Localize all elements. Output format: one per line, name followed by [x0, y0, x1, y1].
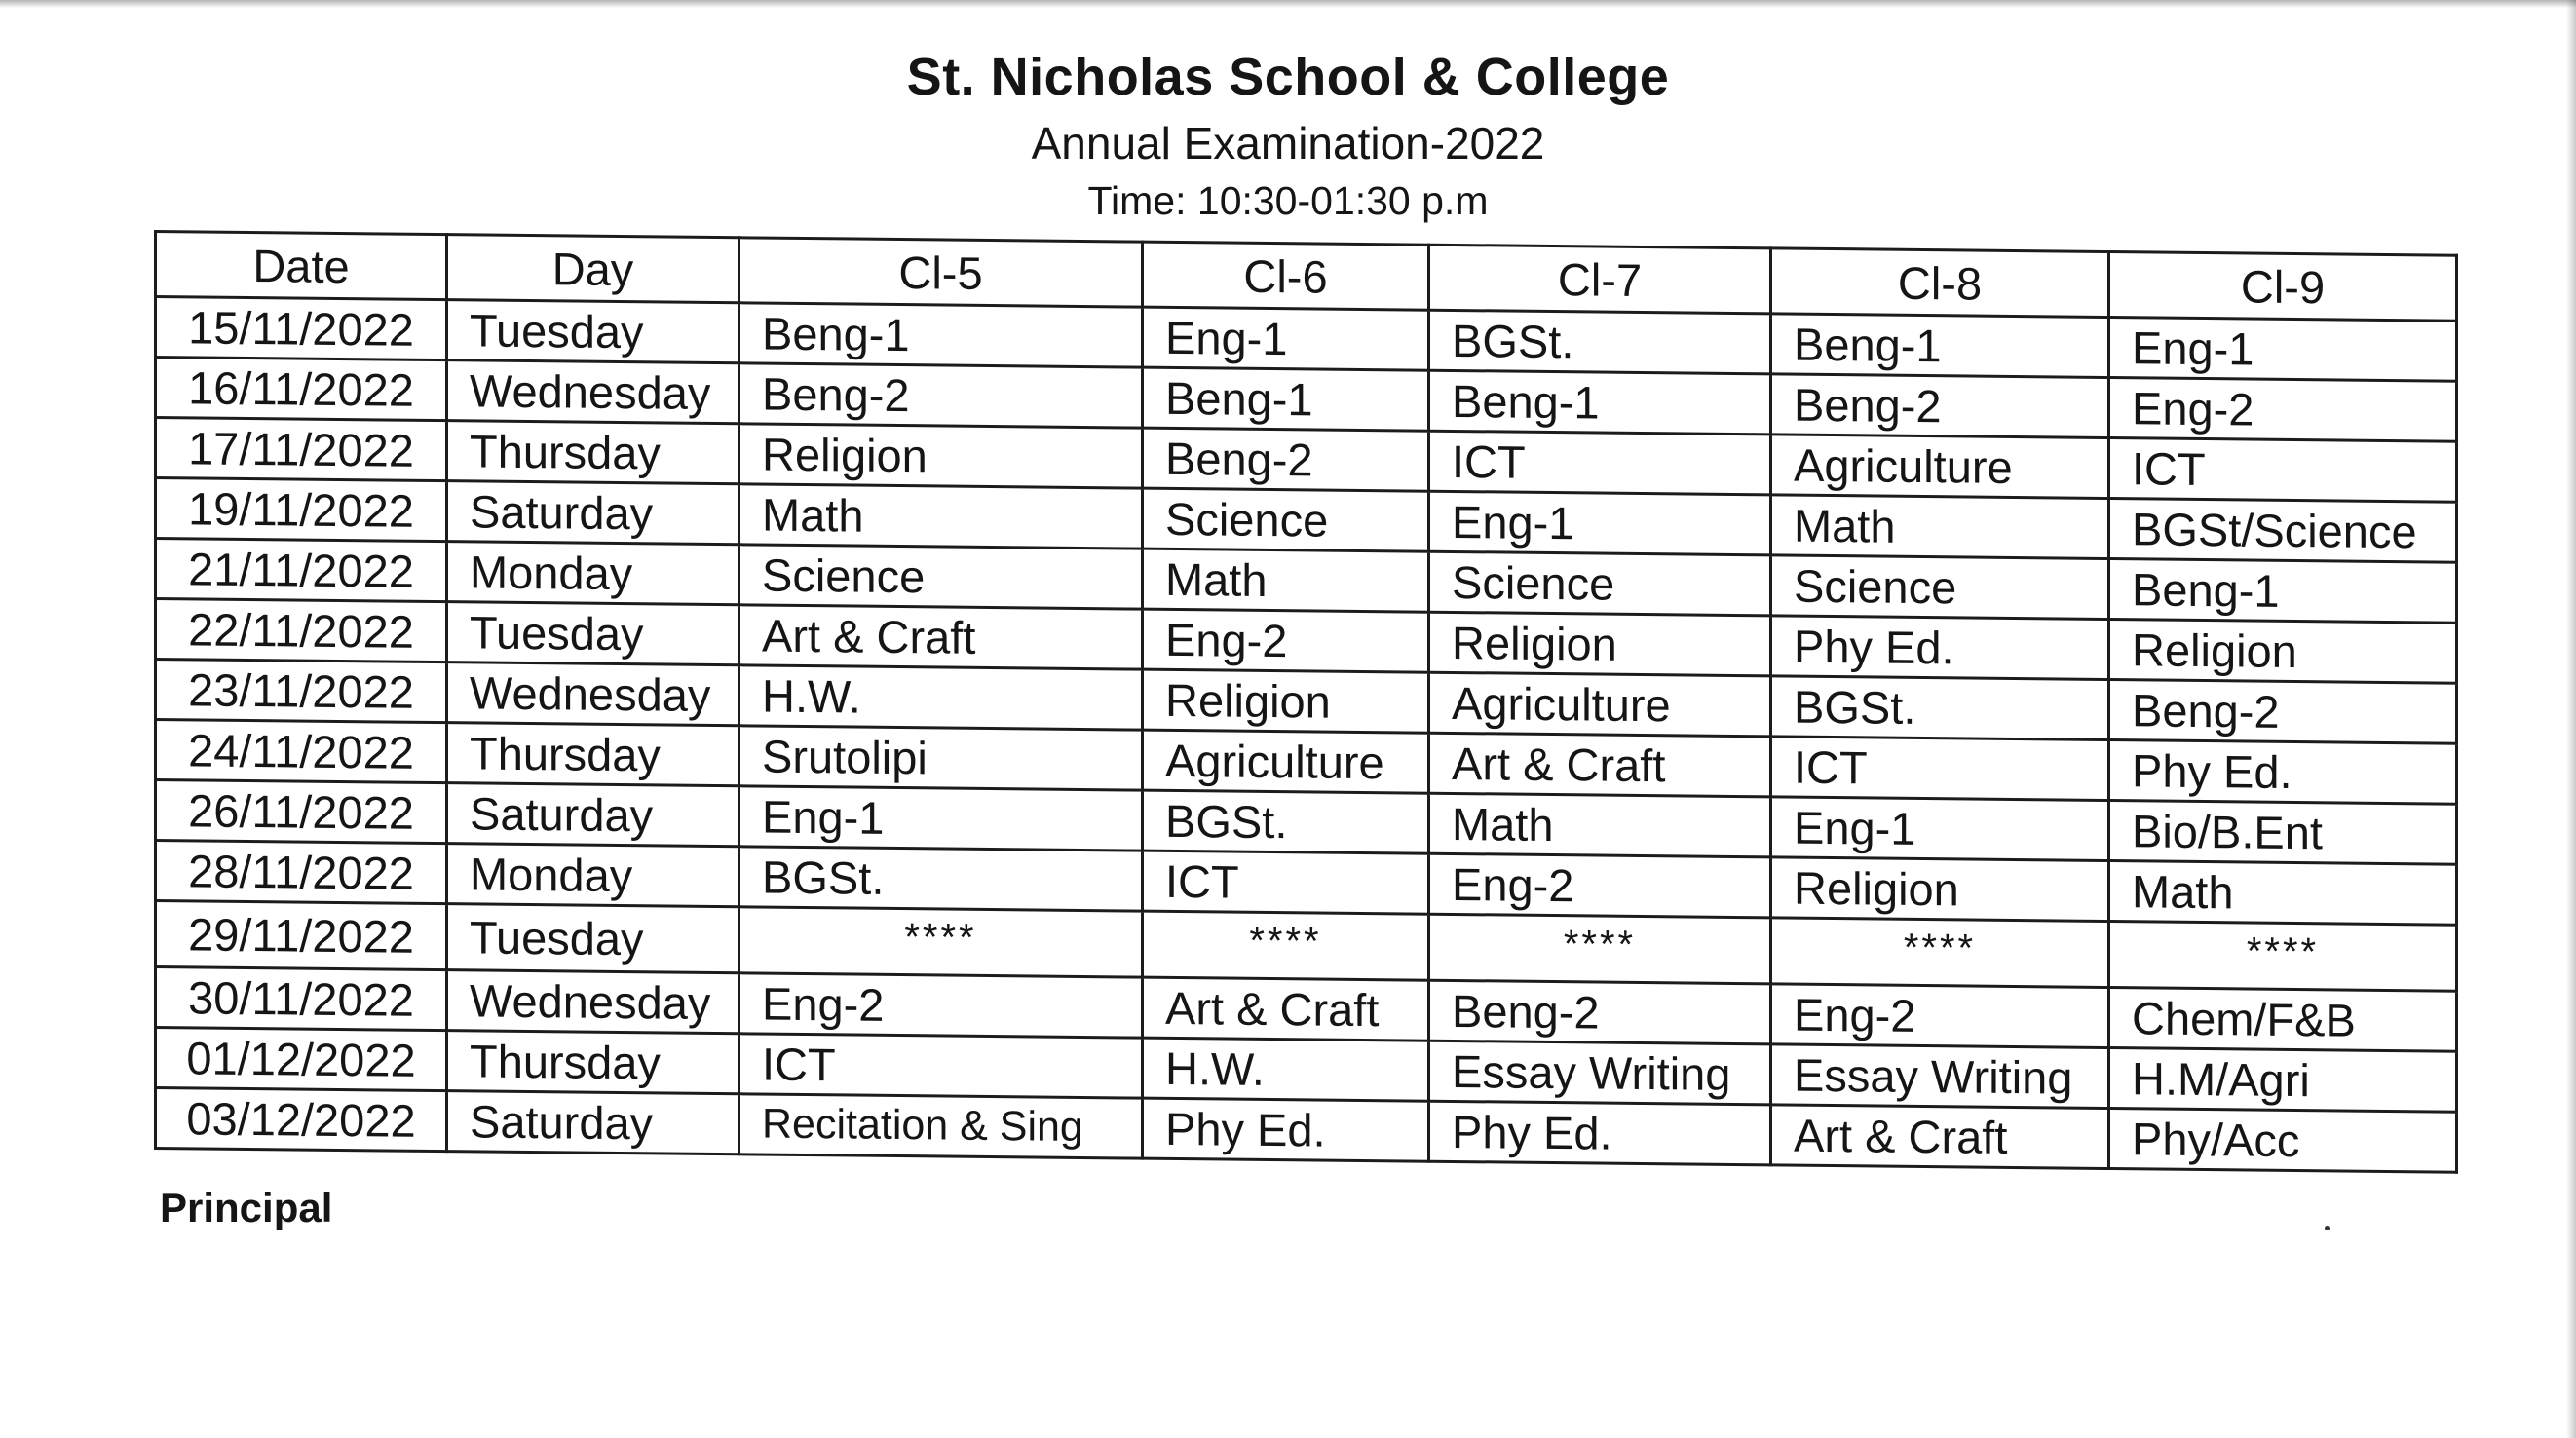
date-cell: 17/11/2022 [156, 418, 447, 481]
subject-cell-cl-9: BGSt/Science [2109, 499, 2457, 563]
date-cell: 22/11/2022 [156, 599, 447, 662]
subject-cell-cl-6: Eng-1 [1143, 307, 1429, 370]
subject-cell-cl-5: Eng-1 [739, 786, 1143, 851]
date-cell: 16/11/2022 [156, 358, 447, 421]
day-cell: Saturday [447, 783, 739, 847]
subject-cell-cl-5: Beng-1 [739, 303, 1143, 367]
date-cell: 19/11/2022 [156, 478, 447, 542]
subject-cell-cl-7: Phy Ed. [1429, 1101, 1771, 1165]
subject-cell-cl-9: Beng-1 [2109, 559, 2457, 624]
subject-cell-cl-7: Agriculture [1429, 672, 1771, 737]
no-exam-cell-cl-6: **** [1143, 911, 1429, 980]
subject-cell-cl-7: Beng-2 [1429, 980, 1771, 1044]
subject-cell-cl-7: Beng-1 [1429, 370, 1771, 435]
date-cell: 24/11/2022 [156, 720, 447, 783]
day-cell: Wednesday [447, 970, 739, 1034]
subject-cell-cl-6: Beng-2 [1143, 428, 1429, 491]
subject-cell-cl-6: Art & Craft [1143, 977, 1429, 1041]
column-header-cl-8: Cl-8 [1771, 248, 2109, 318]
date-cell: 03/12/2022 [156, 1088, 447, 1152]
subject-cell-cl-6: Agriculture [1143, 730, 1429, 793]
principal-signature-label: Principal [160, 1185, 333, 1230]
subject-cell-cl-8: BGSt. [1771, 676, 2109, 740]
subject-cell-cl-8: Math [1771, 495, 2109, 559]
subject-cell-cl-9: Eng-1 [2109, 318, 2457, 382]
subject-cell-cl-5: Science [739, 545, 1143, 609]
subject-cell-cl-7: BGSt. [1429, 310, 1771, 374]
column-header-cl-7: Cl-7 [1429, 245, 1771, 314]
no-exam-cell-cl-8: **** [1771, 918, 2109, 988]
day-cell: Thursday [447, 723, 739, 786]
subject-cell-cl-8: Phy Ed. [1771, 616, 2109, 680]
exam-title: Annual Examination-2022 [1031, 118, 1545, 169]
date-cell: 29/11/2022 [156, 901, 447, 970]
column-header-date: Date [156, 232, 447, 300]
date-cell: 23/11/2022 [156, 660, 447, 723]
subject-cell-cl-7: Eng-1 [1429, 491, 1771, 555]
subject-cell-cl-9: Religion [2109, 620, 2457, 684]
date-cell: 28/11/2022 [156, 841, 447, 904]
subject-cell-cl-5: Eng-2 [739, 973, 1143, 1038]
subject-cell-cl-8: Beng-1 [1771, 314, 2109, 378]
subject-cell-cl-7: ICT [1429, 431, 1771, 495]
subject-cell-cl-5: Math [739, 484, 1143, 549]
date-cell: 21/11/2022 [156, 539, 447, 602]
subject-cell-cl-6: ICT [1143, 851, 1429, 914]
day-cell: Saturday [447, 481, 739, 545]
day-cell: Monday [447, 844, 739, 907]
subject-cell-cl-8: Eng-1 [1771, 797, 2109, 861]
date-cell: 01/12/2022 [156, 1028, 447, 1091]
day-cell: Saturday [447, 1091, 739, 1154]
subject-cell-cl-9: Phy/Acc [2109, 1109, 2457, 1173]
subject-cell-cl-5: BGSt. [739, 847, 1143, 911]
subject-cell-cl-6: Eng-2 [1143, 609, 1429, 672]
subject-cell-cl-5: Art & Craft [739, 605, 1143, 669]
date-cell: 26/11/2022 [156, 780, 447, 844]
date-cell: 15/11/2022 [156, 297, 447, 360]
subject-cell-cl-7: Religion [1429, 612, 1771, 676]
subject-cell-cl-8: Religion [1771, 857, 2109, 922]
subject-cell-cl-7: Science [1429, 551, 1771, 616]
subject-cell-cl-9: Beng-2 [2109, 680, 2457, 744]
subject-cell-cl-5: H.W. [739, 665, 1143, 730]
subject-cell-cl-5: Srutolipi [739, 726, 1143, 790]
subject-cell-cl-8: Art & Craft [1771, 1105, 2109, 1169]
subject-cell-cl-8: Eng-2 [1771, 984, 2109, 1048]
exam-time: Time: 10:30-01:30 p.m [1087, 178, 1489, 223]
subject-cell-cl-9: Bio/B.Ent [2109, 801, 2457, 865]
no-exam-cell-cl-9: **** [2109, 922, 2457, 992]
scan-speck [2325, 1226, 2330, 1230]
day-cell: Wednesday [447, 360, 739, 424]
school-name: St. Nicholas School & College [906, 48, 1670, 106]
subject-cell-cl-7: Math [1429, 793, 1771, 857]
no-exam-cell-cl-7: **** [1429, 914, 1771, 984]
subject-cell-cl-6: H.W. [1143, 1038, 1429, 1101]
subject-cell-cl-8: Science [1771, 555, 2109, 620]
subject-cell-cl-6: Beng-1 [1143, 367, 1429, 431]
subject-cell-cl-6: Religion [1143, 669, 1429, 733]
subject-cell-cl-9: Chem/F&B [2109, 988, 2457, 1052]
subject-cell-cl-7: Essay Writing [1429, 1041, 1771, 1105]
subject-cell-cl-9: Eng-2 [2109, 378, 2457, 442]
subject-cell-cl-8: Beng-2 [1771, 374, 2109, 438]
subject-cell-cl-5: Recitation & Sing [739, 1094, 1143, 1158]
subject-cell-cl-5: Beng-2 [739, 363, 1143, 428]
scan-shadow-top [0, 0, 2576, 8]
no-exam-cell-cl-5: **** [739, 907, 1143, 977]
date-cell: 30/11/2022 [156, 967, 447, 1031]
subject-cell-cl-6: Math [1143, 549, 1429, 612]
subject-cell-cl-8: Essay Writing [1771, 1044, 2109, 1109]
subject-cell-cl-5: Religion [739, 424, 1143, 488]
subject-cell-cl-9: ICT [2109, 438, 2457, 503]
column-header-cl-5: Cl-5 [739, 238, 1143, 307]
subject-cell-cl-9: Phy Ed. [2109, 740, 2457, 805]
day-cell: Tuesday [447, 904, 739, 973]
subject-cell-cl-7: Eng-2 [1429, 853, 1771, 918]
subject-cell-cl-6: Phy Ed. [1143, 1098, 1429, 1161]
subject-cell-cl-9: Math [2109, 861, 2457, 926]
subject-cell-cl-6: Science [1143, 488, 1429, 551]
column-header-cl-9: Cl-9 [2109, 252, 2457, 322]
day-cell: Monday [447, 542, 739, 605]
column-header-day: Day [447, 235, 739, 303]
subject-cell-cl-8: Agriculture [1771, 435, 2109, 499]
subject-cell-cl-9: H.M/Agri [2109, 1048, 2457, 1113]
day-cell: Wednesday [447, 662, 739, 726]
exam-routine-table [154, 230, 2458, 1174]
subject-cell-cl-8: ICT [1771, 737, 2109, 801]
day-cell: Thursday [447, 1031, 739, 1094]
column-header-cl-6: Cl-6 [1143, 242, 1429, 310]
day-cell: Thursday [447, 421, 739, 484]
subject-cell-cl-6: BGSt. [1143, 790, 1429, 853]
day-cell: Tuesday [447, 300, 739, 363]
day-cell: Tuesday [447, 602, 739, 665]
subject-cell-cl-7: Art & Craft [1429, 733, 1771, 797]
subject-cell-cl-5: ICT [739, 1034, 1143, 1098]
